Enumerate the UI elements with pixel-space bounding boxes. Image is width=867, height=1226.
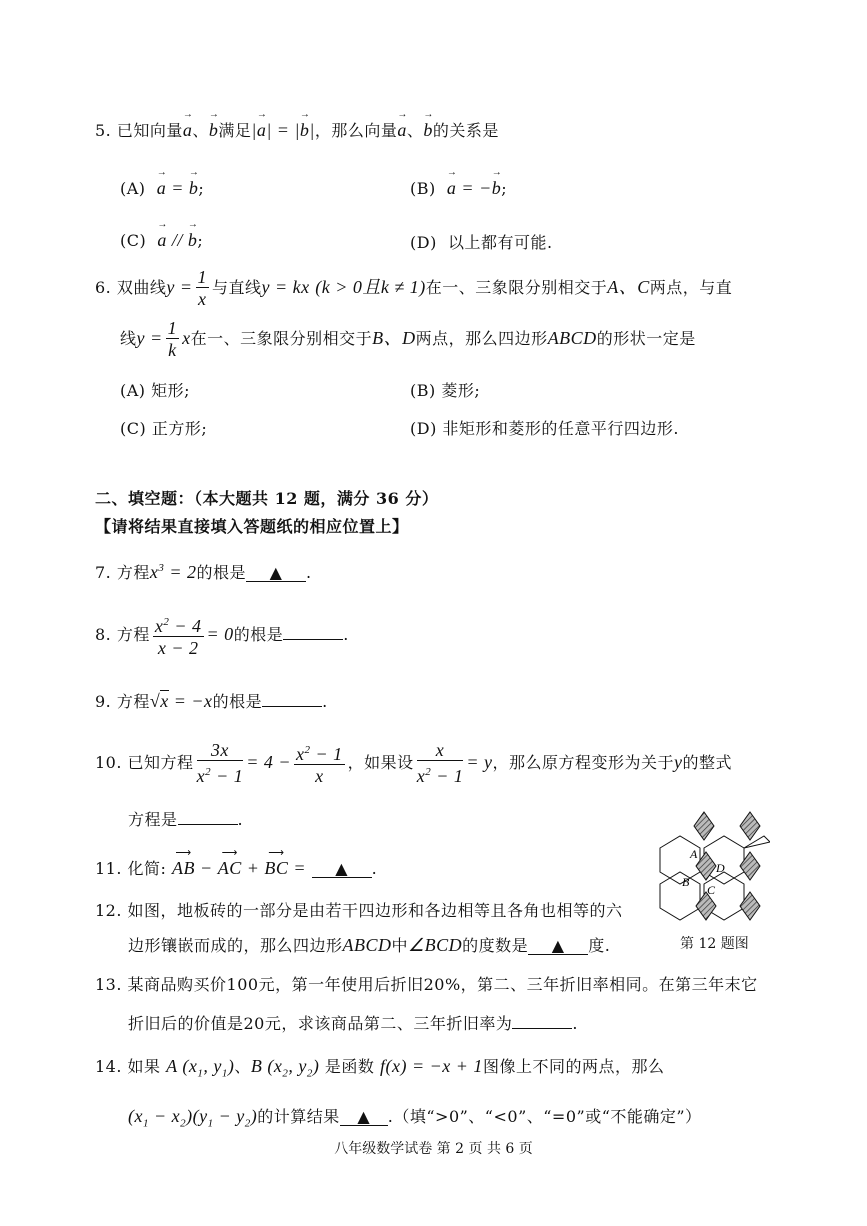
q11: 11. 化简: ⟶ AB − ⟶ AC + ⟶ BC = ▲ . bbox=[95, 856, 377, 879]
q5-option-a: (A) → a = → b; bbox=[120, 178, 204, 199]
q6-line1: 6. 双曲线y = $\frac{1}{x}$ 与直线y = kx (k > 0且k ≠ 1)在一、三象限分别相交于A、C两点，与直 bbox=[95, 267, 733, 309]
page-footer: 八年级数学试卷 第 2 页 共 6 页 bbox=[334, 1141, 533, 1157]
q6-option-d: (D) 非矩形和菱形的任意平行四边形. bbox=[410, 419, 679, 438]
q10-line2: 方程是 . bbox=[128, 806, 243, 830]
section-note: 【请将结果直接填入答题纸的相应位置上】 bbox=[95, 517, 409, 536]
figure-label-a: A bbox=[690, 847, 698, 861]
q14-line1: 14. 如果 A ($x_1$, $y_1$)、B ($x_2$, $y_2$) 是函数 f(x) = −x + 1图像上不同的两点，那么 bbox=[95, 1056, 665, 1080]
figure-label-c: C bbox=[707, 883, 716, 897]
q6-option-c: (C) 正方形; bbox=[120, 419, 208, 438]
q8-answer-blank[interactable] bbox=[283, 621, 343, 640]
q14-line2: $(x_1 - x_2)(y_1 - y_2)$的计算结果 ▲ .（填“>0”、“<0”、“=0”或“不能确定”） bbox=[128, 1106, 702, 1130]
q5-option-c: (C) → a // → b; bbox=[120, 230, 203, 251]
q10-line1: 10. 已知方程 $\frac{3x}{x^2 - 1}$ = 4 − $\frac{x^2 - 1}{x}$ ，如果设 $\frac{x}{x^2 - 1}$ = y，那么原方程变形为关于y的整式 bbox=[95, 740, 733, 786]
tile-figure bbox=[652, 808, 770, 938]
rhombus-bottom-right bbox=[740, 892, 760, 920]
q13-line2: 折旧后的价值是20元，求该商品第二、三年折旧率为 . bbox=[128, 1010, 578, 1034]
q9-answer-blank[interactable] bbox=[262, 688, 322, 707]
q7-answer-blank[interactable]: ▲ bbox=[246, 563, 306, 582]
rhombus-top-right bbox=[740, 812, 760, 840]
q12-answer-blank[interactable]: ▲ bbox=[528, 936, 588, 955]
q8: 8. 方程 $\frac{x^2 - 4}{x - 2}$ = 0的根是 . bbox=[95, 612, 349, 659]
figure-label-b: B bbox=[682, 875, 690, 889]
rhombus-middle-right bbox=[740, 852, 760, 880]
rhombus-middle bbox=[696, 852, 716, 880]
rhombus-top-left bbox=[694, 812, 714, 840]
q6-option-b: (B) 菱形; bbox=[410, 381, 481, 400]
q5-stem: 5. 已知向量→ a、→ b满足|→ a| = |→ b|，那么向量→ a、→ b的关系是 bbox=[95, 118, 499, 141]
q5-option-d: (D) 以上都有可能. bbox=[410, 233, 553, 252]
q7: 7. 方程$x^3 = 2$的根是 ▲ . bbox=[95, 562, 312, 582]
q11-answer-blank[interactable]: ▲ bbox=[312, 859, 372, 878]
q10-answer-blank[interactable] bbox=[178, 806, 238, 825]
figure-caption: 第 12 题图 bbox=[680, 936, 749, 952]
q12-line2: 边形镶嵌而成的，那么四边形ABCD中∠BCD的度数是 ▲ 度. bbox=[128, 935, 611, 955]
q14-answer-blank[interactable]: ▲ bbox=[340, 1107, 388, 1126]
figure-label-d: D bbox=[716, 861, 725, 875]
section-title: 二、填空题：（本大题共 12 题，满分 36 分） bbox=[95, 489, 439, 508]
q6-line2: 线y = $\frac{1}{k}$ x在一、三象限分别相交于B、D两点，那么四边形ABCD的形状一定是 bbox=[120, 318, 696, 360]
q9: 9. 方程√x = −x的根是 . bbox=[95, 688, 328, 712]
q12-line1: 12. 如图，地板砖的一部分是由若干四边形和各边相等且各角也相等的六 bbox=[95, 901, 623, 920]
q5-option-b: (B) → a = −→ b; bbox=[410, 178, 507, 199]
q13-answer-blank[interactable] bbox=[512, 1010, 572, 1029]
q13-line1: 13. 某商品购买价100元，第一年使用后折旧20%，第二、三年折旧率相同。在第三年末它 bbox=[95, 975, 758, 994]
q6-option-a: (A) 矩形; bbox=[120, 381, 191, 400]
